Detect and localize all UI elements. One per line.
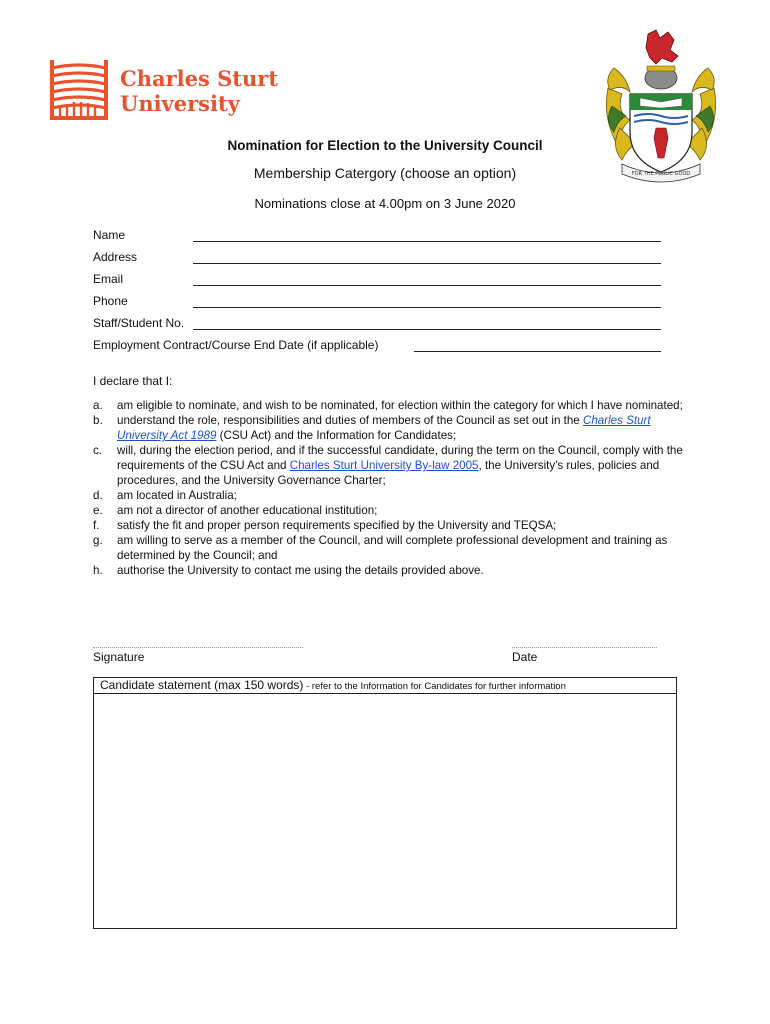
- candidate-statement-header: [94, 678, 676, 694]
- university-wordmark: [120, 66, 278, 116]
- declaration-letter: g.: [93, 534, 103, 547]
- declaration-text: (CSU Act) and the Information for Candidates;: [216, 429, 457, 442]
- declaration-text: understand the role, responsibilities and duties of members of the Council as set out in the: [117, 414, 583, 427]
- coat-of-arms-icon: [600, 28, 722, 184]
- end-date-label: Employment Contract/Course End Date (if applicable): [93, 338, 379, 352]
- declaration-letter: h.: [93, 564, 103, 577]
- wordmark-line-1: Charles Sturt: [120, 66, 279, 91]
- address-field[interactable]: [193, 263, 661, 264]
- staff-student-no-field[interactable]: [193, 329, 661, 330]
- membership-category-dropdown[interactable]: Membership Catergory (choose an option): [253, 165, 517, 181]
- declaration-letter: c.: [93, 444, 103, 457]
- address-label: Address: [93, 250, 138, 264]
- date-label: Date: [512, 650, 538, 664]
- declaration-item-d: [93, 488, 683, 503]
- declaration-item-c: [93, 443, 683, 488]
- declaration-letter: d.: [93, 489, 103, 502]
- csu-logo-mark-icon: [50, 60, 108, 120]
- declaration-letter: b.: [93, 414, 103, 427]
- declaration-item-g: [93, 533, 683, 563]
- declaration-text: am eligible to nominate, and wish to be nominated, for election within the category for which I have nominated;: [117, 399, 683, 412]
- declaration-text: am willing to serve as a member of the Council, and will complete professional development and training as determined by the Council; and: [117, 534, 668, 562]
- candidate-statement-label: Candidate statement (max 150 words): [100, 678, 304, 692]
- email-field[interactable]: [193, 285, 661, 286]
- name-label: Name: [93, 228, 126, 242]
- declaration-item-a: [93, 398, 683, 413]
- declaration-list: [93, 398, 683, 578]
- declaration-text: , the University's rules, policies and procedures, and the University Governance Charter;: [117, 459, 660, 487]
- staff-student-no-label: Staff/Student No.: [93, 316, 185, 330]
- declaration-item-e: [93, 503, 683, 518]
- crest-motto: FOR THE PUBLIC GOOD: [631, 171, 691, 177]
- signature-label: Signature: [93, 650, 145, 664]
- email-label: Email: [93, 272, 124, 286]
- declaration-text: will, during the election period, and if the successful candidate, during the term on the Council, comply with the requirements of the CSU Act and: [117, 444, 683, 472]
- declaration-item-b: [93, 413, 683, 443]
- candidate-statement-box: [93, 677, 677, 929]
- name-field[interactable]: [193, 241, 661, 242]
- phone-label: Phone: [93, 294, 128, 308]
- candidate-statement-input[interactable]: [94, 694, 676, 928]
- declaration-letter: a.: [93, 399, 103, 412]
- wordmark-line-2: University: [120, 91, 240, 116]
- csu-bylaw-link[interactable]: Charles Sturt University By-law 2005: [289, 459, 479, 472]
- end-date-field[interactable]: [414, 351, 661, 352]
- candidate-statement-note: - refer to the Information for Candidates for further information: [303, 681, 566, 692]
- declaration-letter: f.: [93, 519, 100, 532]
- university-logo: [50, 60, 290, 120]
- declaration-item-f: [93, 518, 683, 533]
- date-field[interactable]: [512, 647, 657, 648]
- declaration-text: am located in Australia;: [117, 489, 237, 502]
- declaration-text: am not a director of another educational institution;: [117, 504, 378, 517]
- form-title: Nomination for Election to the University Council: [227, 138, 543, 153]
- signature-field[interactable]: [93, 647, 303, 648]
- nomination-deadline: Nominations close at 4.00pm on 3 June 2020: [254, 196, 516, 211]
- declaration-item-h: [93, 563, 683, 578]
- declaration-intro: I declare that I:: [93, 374, 173, 388]
- declaration-text: satisfy the fit and proper person requirements specified by the University and TEQSA;: [117, 519, 557, 532]
- declaration-letter: e.: [93, 504, 103, 517]
- declaration-text: authorise the University to contact me using the details provided above.: [117, 564, 484, 577]
- csu-act-link[interactable]: Charles Sturt University Act 1989: [117, 414, 651, 442]
- phone-field[interactable]: [193, 307, 661, 308]
